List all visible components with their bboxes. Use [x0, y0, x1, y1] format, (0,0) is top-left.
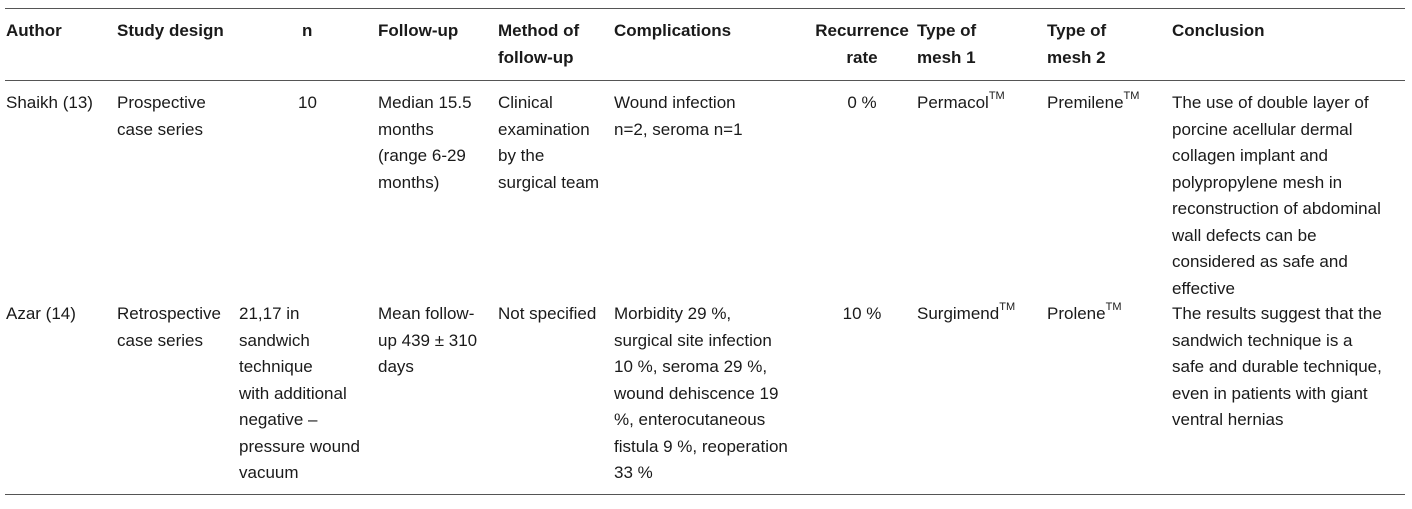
- cell-conclusion: [1172, 301, 1382, 434]
- cell-line: n=2, seroma n=1: [614, 119, 743, 139]
- cell-line: (range 6-29: [378, 146, 466, 165]
- header-n: n: [302, 21, 313, 40]
- cell-line: wound dehiscence 19: [614, 383, 779, 403]
- header-mesh2: [1047, 18, 1106, 71]
- trademark-mark: TM: [988, 90, 1005, 103]
- cell-line: with additional: [239, 383, 347, 403]
- header-follow-up: Follow-up: [378, 21, 459, 40]
- cell-line: wall defects can be: [1172, 225, 1317, 245]
- cell-author: Azar (14): [6, 304, 76, 323]
- cell-line: Median 15.5: [378, 93, 472, 112]
- table-header-rule: [5, 80, 1405, 81]
- header-recurrence: [806, 18, 918, 71]
- header-conclusion: Conclusion: [1172, 21, 1265, 40]
- cell-line: effective: [1172, 278, 1236, 298]
- cell-line: The results suggest that the: [1172, 304, 1382, 323]
- cell-method: [498, 90, 599, 196]
- cell-mesh2: [1047, 90, 1139, 117]
- trademark-mark: TM: [1105, 301, 1122, 314]
- cell-line: 21,17 in: [239, 304, 300, 323]
- cell-mesh2-name: Premilene: [1047, 93, 1124, 112]
- cell-n: [239, 301, 360, 487]
- header-study-design: Study design: [117, 21, 224, 40]
- cell-line: days: [378, 357, 414, 376]
- cell-study-design: [117, 90, 206, 143]
- table-top-rule: [5, 8, 1405, 9]
- cell-line: Not specified: [498, 304, 597, 323]
- cell-line: technique: [239, 357, 313, 376]
- cell-mesh1-name: Surgimend: [917, 304, 1000, 323]
- cell-follow-up: [378, 90, 472, 196]
- cell-recurrence: 0 %: [847, 93, 877, 112]
- cell-line: fistula 9 %, reoperation: [614, 436, 788, 456]
- cell-line: pressure wound: [239, 436, 360, 456]
- cell-line: 10: [298, 93, 317, 112]
- cell-line: sandwich technique is a: [1172, 330, 1353, 350]
- cell-line: polypropylene mesh in: [1172, 172, 1343, 192]
- cell-line: reconstruction of abdominal: [1172, 199, 1381, 218]
- cell-line: The use of double layer of: [1172, 93, 1369, 112]
- cell-line: ventral hernias: [1172, 410, 1284, 429]
- cell-line: surgical team: [498, 172, 600, 192]
- header-mesh1: [917, 18, 976, 71]
- header-author: Author: [6, 21, 62, 40]
- cell-line: case series: [117, 330, 203, 350]
- header-method: [498, 18, 579, 71]
- cell-mesh2-name: Prolene: [1047, 304, 1106, 323]
- cell-mesh1: [917, 301, 1015, 328]
- cell-line: by the: [498, 146, 545, 165]
- cell-line: even in patients with giant: [1172, 383, 1368, 403]
- cell-line: examination: [498, 119, 590, 139]
- cell-line: negative –: [239, 410, 318, 429]
- header-complications: Complications: [614, 21, 732, 40]
- header-recurrence-line: rate: [846, 47, 878, 67]
- cell-line: Wound infection: [614, 93, 736, 112]
- cell-line: Retrospective: [117, 304, 221, 323]
- cell-n: [298, 90, 317, 117]
- cell-line: Mean follow-: [378, 304, 475, 323]
- cell-line: months): [378, 172, 440, 192]
- table-bottom-rule: [5, 494, 1405, 495]
- cell-line: safe and durable technique,: [1172, 357, 1382, 376]
- cell-line: %, enterocutaneous: [614, 410, 766, 429]
- cell-line: considered as safe and: [1172, 252, 1348, 271]
- header-mesh1-line: mesh 1: [917, 47, 976, 67]
- cell-study-design: [117, 301, 221, 354]
- cell-complications: [614, 301, 788, 487]
- header-method-line: follow-up: [498, 47, 574, 67]
- trademark-mark: TM: [1123, 90, 1140, 103]
- header-mesh2-line: Type of: [1047, 21, 1107, 40]
- cell-author: Shaikh (13): [6, 93, 93, 112]
- trademark-mark: TM: [999, 301, 1016, 314]
- cell-line: sandwich: [239, 330, 310, 350]
- cell-line: months: [378, 119, 434, 139]
- cell-line: vacuum: [239, 463, 299, 482]
- cell-line: case series: [117, 119, 203, 139]
- header-method-line: Method of: [498, 21, 580, 40]
- cell-method: [498, 301, 596, 328]
- cell-mesh1-name: Permacol: [917, 93, 989, 112]
- header-mesh2-line: mesh 2: [1047, 47, 1106, 67]
- cell-mesh1: [917, 90, 1005, 117]
- cell-mesh2: [1047, 301, 1122, 328]
- cell-line: 33 %: [614, 463, 653, 482]
- cell-follow-up: [378, 301, 477, 381]
- cell-line: Morbidity 29 %,: [614, 304, 732, 323]
- cell-line: up 439 ± 310: [378, 330, 478, 350]
- cell-line: porcine acellular dermal: [1172, 119, 1353, 139]
- header-mesh1-line: Type of: [917, 21, 977, 40]
- cell-line: surgical site infection: [614, 330, 772, 350]
- header-recurrence-line: Recurrence: [815, 21, 909, 40]
- cell-complications: [614, 90, 743, 143]
- cell-recurrence: 10 %: [842, 304, 882, 323]
- cell-conclusion: [1172, 90, 1381, 302]
- cell-line: Prospective: [117, 93, 206, 112]
- cell-line: Clinical: [498, 93, 553, 112]
- cell-line: 10 %, seroma 29 %,: [614, 357, 768, 376]
- cell-line: collagen implant and: [1172, 146, 1328, 165]
